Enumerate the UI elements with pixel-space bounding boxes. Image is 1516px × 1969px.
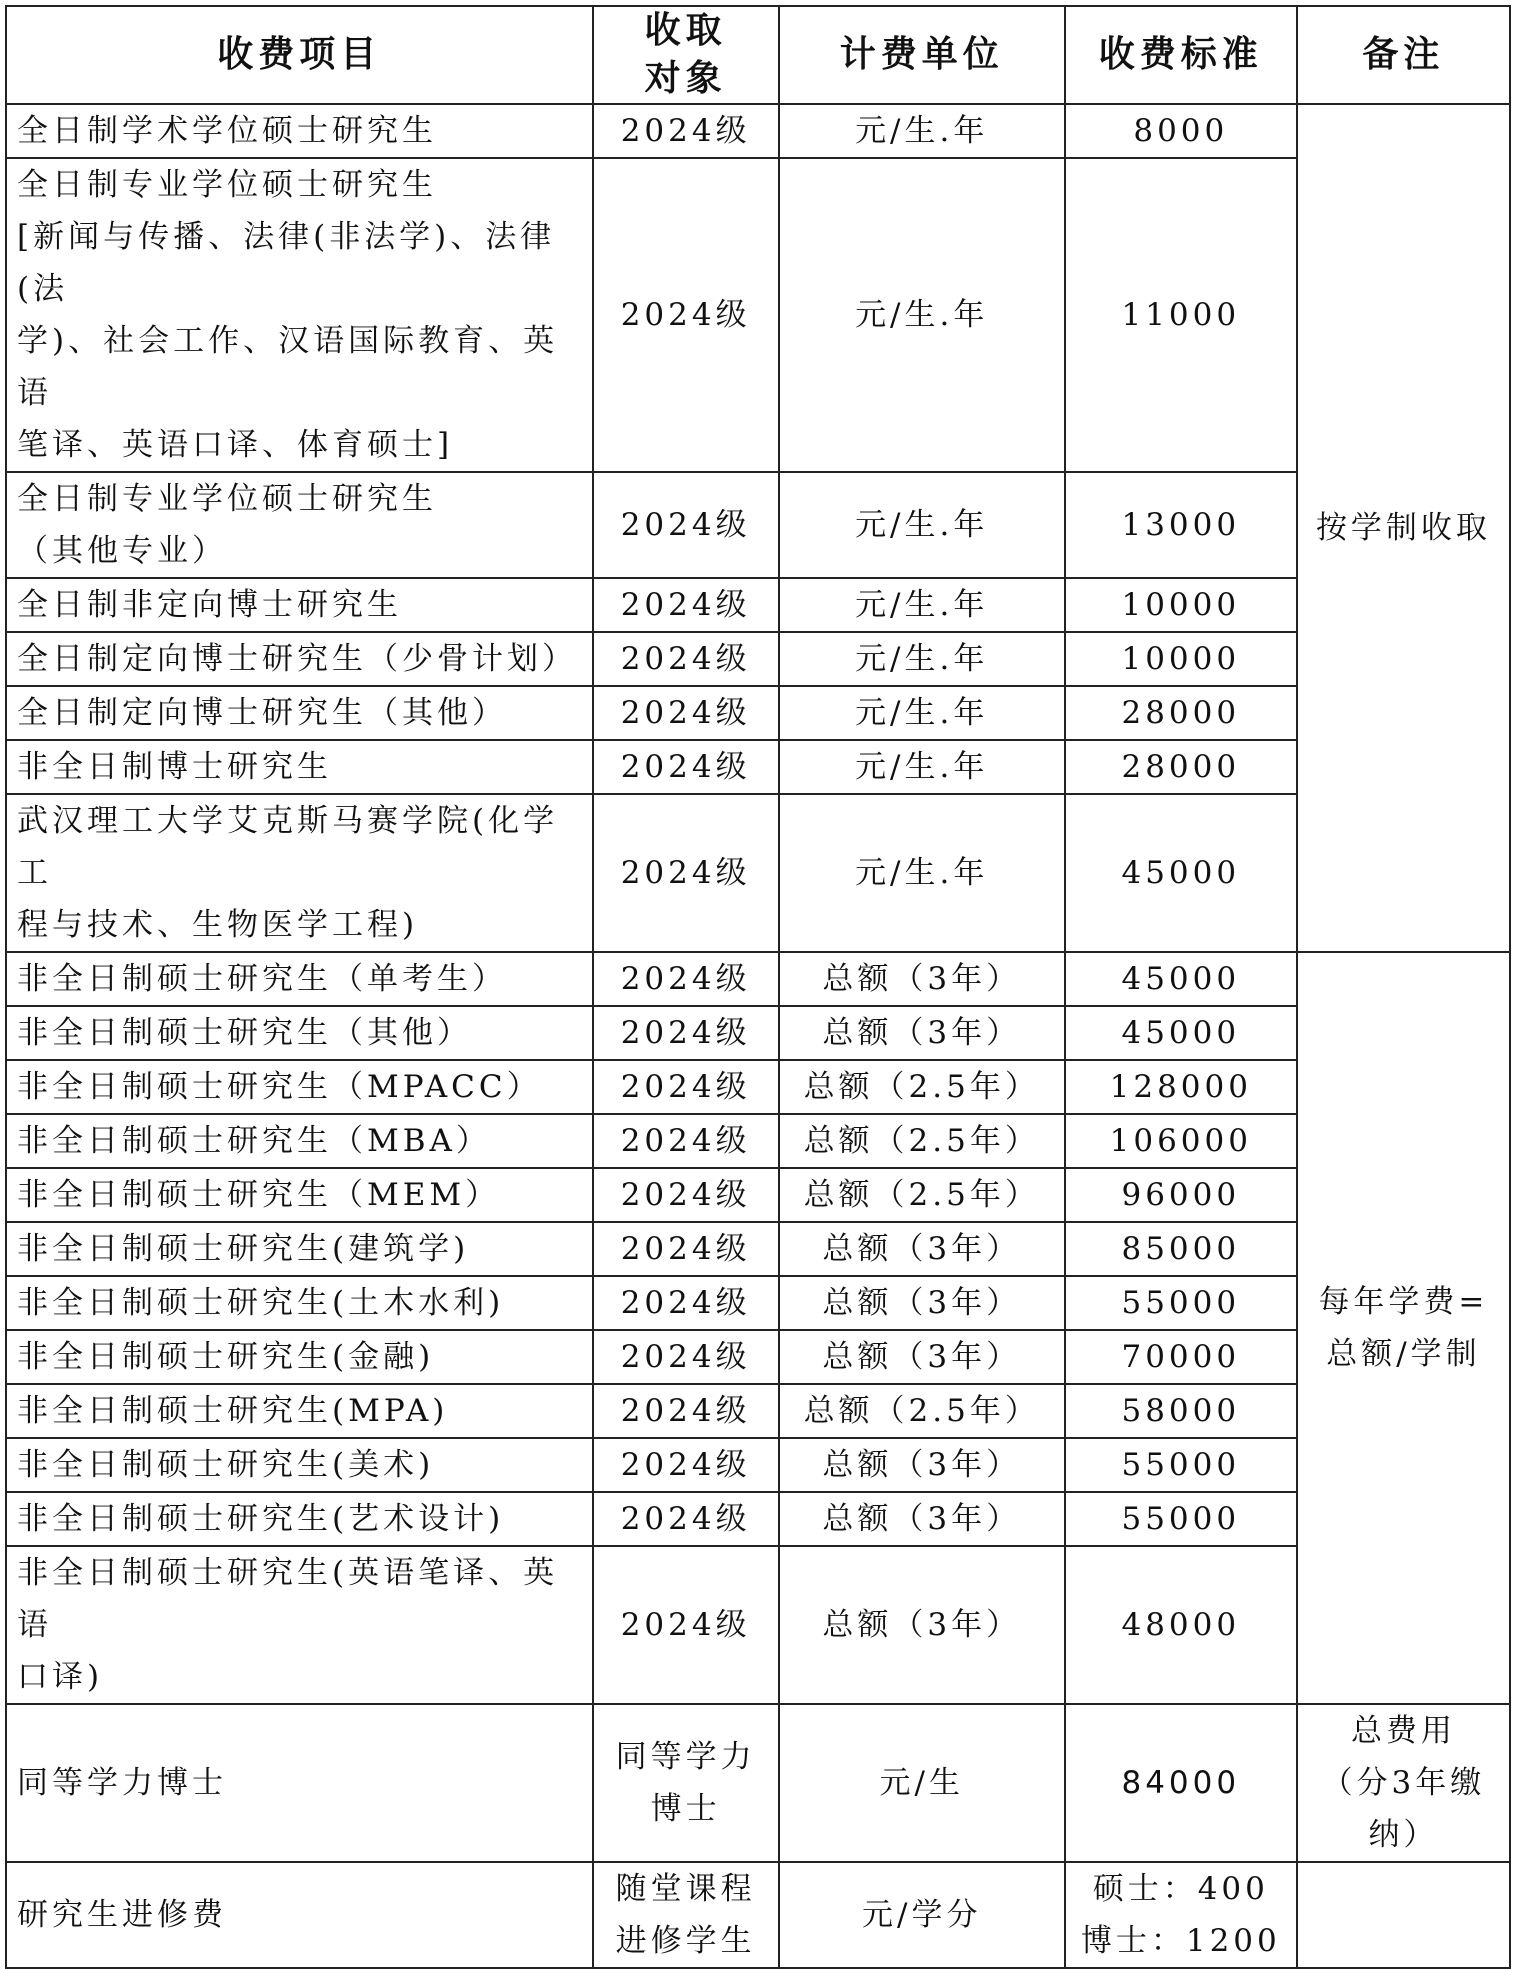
note-cell-group2: 每年学费= 总额/学制 [1297, 952, 1510, 1704]
item-cell: 全日制定向博士研究生（少骨计划） [6, 632, 593, 686]
table-row [6, 578, 1510, 632]
table-row [6, 1384, 1510, 1438]
unit-cell: 元/生 [779, 1704, 1065, 1862]
unit-cell: 元/生.年 [779, 686, 1065, 740]
unit-cell: 总额（3年） [779, 952, 1065, 1006]
target-cell: 2024级 [593, 1330, 779, 1384]
unit-cell: 总额（2.5年） [779, 1168, 1065, 1222]
item-cell: 同等学力博士 [6, 1704, 593, 1862]
standard-cell: 28000 [1065, 740, 1297, 794]
target-cell: 2024级 [593, 952, 779, 1006]
target-cell: 2024级 [593, 104, 779, 158]
table-row [6, 1862, 1510, 1968]
note-cell-empty [1297, 1862, 1510, 1968]
target-cell: 2024级 [593, 1492, 779, 1546]
item-cell: 非全日制硕士研究生(艺术设计) [6, 1492, 593, 1546]
target-cell: 2024级 [593, 1276, 779, 1330]
standard-cell: 8000 [1065, 104, 1297, 158]
item-cell: 全日制专业学位硕士研究生 [新闻与传播、法律(非法学)、法律(法 学)、社会工作、汉语国际教育、英语 笔译、英语口译、体育硕士] [6, 158, 593, 472]
item-cell: 非全日制硕士研究生(美术) [6, 1438, 593, 1492]
standard-cell: 55000 [1065, 1492, 1297, 1546]
table-row [6, 104, 1510, 158]
target-cell: 2024级 [593, 472, 779, 578]
unit-cell: 总额（3年） [779, 1438, 1065, 1492]
item-cell: 非全日制硕士研究生(土木水利) [6, 1276, 593, 1330]
item-cell: 非全日制硕士研究生（MPACC） [6, 1060, 593, 1114]
standard-cell: 96000 [1065, 1168, 1297, 1222]
fee-table [5, 5, 1511, 1969]
unit-cell: 元/学分 [779, 1862, 1065, 1968]
target-cell: 2024级 [593, 158, 779, 472]
standard-cell: 10000 [1065, 632, 1297, 686]
target-cell: 2024级 [593, 1384, 779, 1438]
target-cell: 2024级 [593, 1168, 779, 1222]
table-row [6, 632, 1510, 686]
note-cell-group1: 按学制收取 [1297, 104, 1510, 952]
unit-cell: 总额（2.5年） [779, 1114, 1065, 1168]
item-cell: 武汉理工大学艾克斯马赛学院(化学工 程与技术、生物医学工程) [6, 794, 593, 952]
item-cell: 研究生进修费 [6, 1862, 593, 1968]
header-target: 收取 对象 [593, 6, 779, 104]
header-note: 备注 [1297, 6, 1510, 104]
item-cell: 全日制专业学位硕士研究生 （其他专业） [6, 472, 593, 578]
item-cell: 非全日制硕士研究生(金融) [6, 1330, 593, 1384]
standard-cell: 45000 [1065, 952, 1297, 1006]
standard-cell: 106000 [1065, 1114, 1297, 1168]
table-row [6, 1330, 1510, 1384]
table-row [6, 1276, 1510, 1330]
standard-cell: 70000 [1065, 1330, 1297, 1384]
standard-cell: 28000 [1065, 686, 1297, 740]
item-cell: 非全日制博士研究生 [6, 740, 593, 794]
unit-cell: 总额（3年） [779, 1222, 1065, 1276]
unit-cell: 元/生.年 [779, 740, 1065, 794]
standard-cell: 55000 [1065, 1276, 1297, 1330]
standard-cell: 硕士：400 博士：1200 [1065, 1862, 1297, 1968]
table-row [6, 158, 1510, 472]
unit-cell: 元/生.年 [779, 578, 1065, 632]
note-cell-group3: 总费用 （分3年缴 纳） [1297, 1704, 1510, 1862]
table-row [6, 1492, 1510, 1546]
unit-cell: 总额（3年） [779, 1006, 1065, 1060]
item-cell: 非全日制硕士研究生（MBA） [6, 1114, 593, 1168]
unit-cell: 总额（2.5年） [779, 1384, 1065, 1438]
table-row [6, 1546, 1510, 1704]
unit-cell: 总额（3年） [779, 1492, 1065, 1546]
target-cell: 2024级 [593, 740, 779, 794]
target-cell: 2024级 [593, 1222, 779, 1276]
header-item: 收费项目 [6, 6, 593, 104]
standard-cell: 55000 [1065, 1438, 1297, 1492]
standard-cell: 58000 [1065, 1384, 1297, 1438]
item-cell: 全日制学术学位硕士研究生 [6, 104, 593, 158]
standard-cell: 85000 [1065, 1222, 1297, 1276]
standard-cell: 128000 [1065, 1060, 1297, 1114]
unit-cell: 元/生.年 [779, 794, 1065, 952]
standard-cell: 45000 [1065, 1006, 1297, 1060]
target-cell: 2024级 [593, 794, 779, 952]
unit-cell: 总额（3年） [779, 1276, 1065, 1330]
table-row [6, 472, 1510, 578]
unit-cell: 总额（3年） [779, 1330, 1065, 1384]
table-row [6, 794, 1510, 952]
item-cell: 非全日制硕士研究生（单考生） [6, 952, 593, 1006]
target-cell: 同等学力 博士 [593, 1704, 779, 1862]
table-row [6, 686, 1510, 740]
target-cell: 2024级 [593, 1546, 779, 1704]
item-cell: 非全日制硕士研究生(建筑学) [6, 1222, 593, 1276]
standard-cell: 10000 [1065, 578, 1297, 632]
item-cell: 非全日制硕士研究生(英语笔译、英语 口译) [6, 1546, 593, 1704]
header-unit: 计费单位 [779, 6, 1065, 104]
unit-cell: 元/生.年 [779, 104, 1065, 158]
table-row [6, 1114, 1510, 1168]
standard-cell: 48000 [1065, 1546, 1297, 1704]
target-cell: 2024级 [593, 1060, 779, 1114]
target-cell: 2024级 [593, 1114, 779, 1168]
table-row [6, 1060, 1510, 1114]
item-cell: 非全日制硕士研究生(MPA) [6, 1384, 593, 1438]
unit-cell: 总额（3年） [779, 1546, 1065, 1704]
target-cell: 2024级 [593, 1006, 779, 1060]
item-cell: 全日制定向博士研究生（其他） [6, 686, 593, 740]
table-row [6, 1704, 1510, 1862]
table-row [6, 1006, 1510, 1060]
standard-cell: 11000 [1065, 158, 1297, 472]
target-cell: 2024级 [593, 1438, 779, 1492]
table-row [6, 1438, 1510, 1492]
target-cell: 2024级 [593, 578, 779, 632]
header-row [6, 6, 1510, 104]
table-row [6, 1222, 1510, 1276]
item-cell: 全日制非定向博士研究生 [6, 578, 593, 632]
item-cell: 非全日制硕士研究生（MEM） [6, 1168, 593, 1222]
standard-cell: 45000 [1065, 794, 1297, 952]
standard-cell: 84000 [1065, 1704, 1297, 1862]
unit-cell: 元/生.年 [779, 632, 1065, 686]
target-cell: 2024级 [593, 686, 779, 740]
header-standard: 收费标准 [1065, 6, 1297, 104]
table-row [6, 952, 1510, 1006]
item-cell: 非全日制硕士研究生（其他） [6, 1006, 593, 1060]
target-cell: 随堂课程 进修学生 [593, 1862, 779, 1968]
unit-cell: 元/生.年 [779, 158, 1065, 472]
standard-cell: 13000 [1065, 472, 1297, 578]
table-row [6, 740, 1510, 794]
target-cell: 2024级 [593, 632, 779, 686]
table-row [6, 1168, 1510, 1222]
unit-cell: 总额（2.5年） [779, 1060, 1065, 1114]
unit-cell: 元/生.年 [779, 472, 1065, 578]
